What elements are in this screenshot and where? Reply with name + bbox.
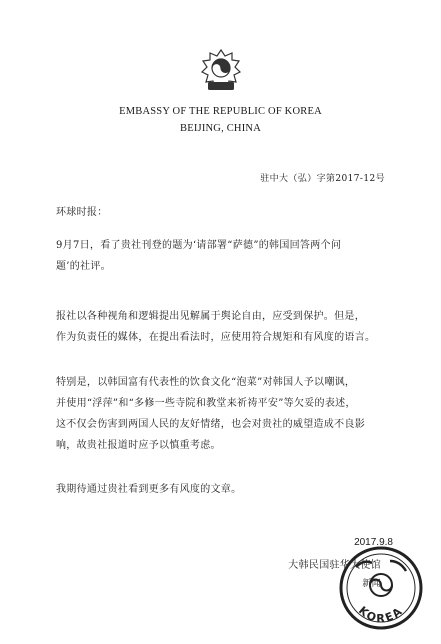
paragraph-line: 响，故贵社报道时应予以慎重考虑。 [56, 440, 221, 451]
paragraph-line: 作为负责任的媒体，在提出看法时，应使用符合规矩和有风度的语言。 [56, 332, 376, 343]
signature-role: 新闻 [362, 579, 381, 589]
embassy-name: EMBASSY OF THE REPUBLIC OF KOREA [119, 106, 322, 117]
paragraph-line: 并使用“浮萍”和“多修一些寺院和教堂来祈祷平安”等欠妥的表述， [56, 398, 356, 409]
embassy-emblem-icon [199, 48, 243, 94]
paragraph-line: 这不仅会伤害到两国人民的友好情绪，也会对贵社的威望造成不良影 [56, 419, 365, 430]
paragraph-line: 特别是，以韩国富有代表性的饮食文化“泡菜”对韩国人予以嘲讽， [56, 377, 356, 388]
paragraph-line: 我期待通过贵社看到更多有风度的文章。 [56, 484, 242, 495]
paragraph-line: 题’的社评。 [56, 261, 111, 272]
paragraph-1 [56, 235, 386, 277]
paragraph-line: 9月7日，看了贵社刊登的题为‘请部署“萨德”的韩国回答两个问 [56, 240, 342, 251]
signature-date: 2017.9.8 [354, 537, 393, 548]
paragraph-line: 报社以各种视角和逻辑提出见解属于舆论自由，应受到保护。但是， [56, 311, 365, 322]
svg-text:KOREA: KOREA [356, 603, 406, 626]
paragraph-2 [56, 306, 386, 348]
embassy-location: BEIJING, CHINA [180, 123, 261, 134]
paragraph-3 [56, 372, 386, 456]
paragraph-4 [56, 479, 386, 500]
salutation: 环球时报： [56, 207, 108, 218]
signature-org: 大韩民国驻华大使馆 [288, 560, 381, 571]
official-seal-icon [338, 545, 424, 631]
reference-number: 驻中大（弘）字第2017-12号 [260, 174, 385, 184]
